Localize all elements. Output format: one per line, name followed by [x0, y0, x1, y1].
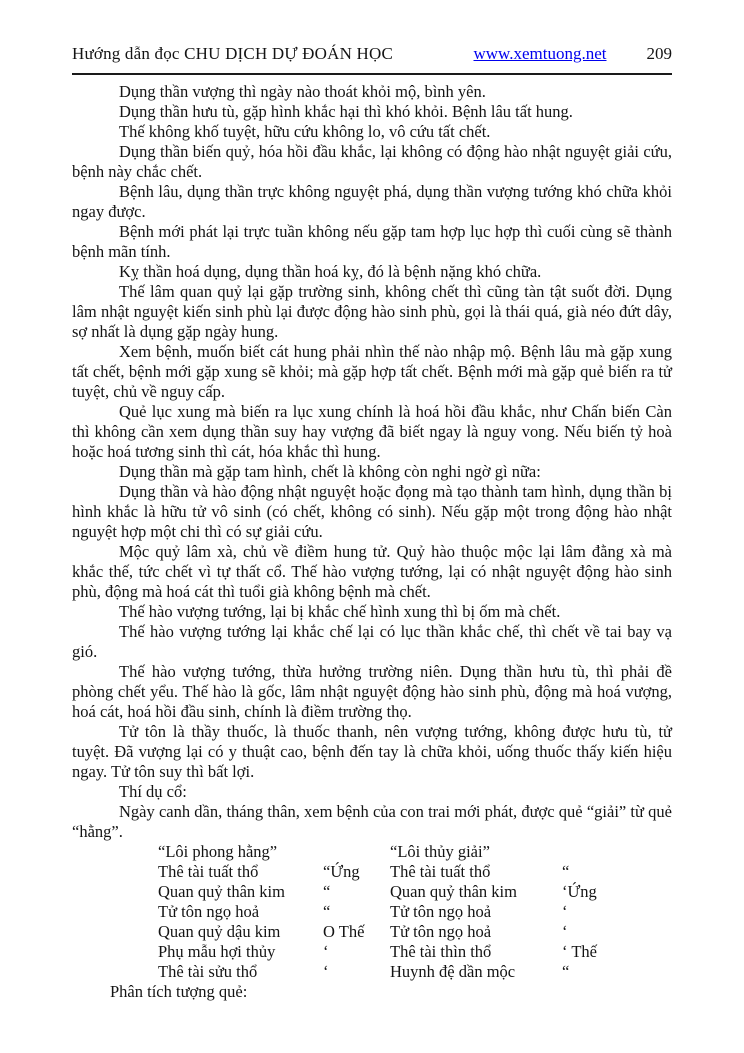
- line-label: Thê tài thìn thổ: [390, 942, 492, 961]
- page-number: 209: [646, 44, 672, 63]
- body-paragraph: Thế lâm quan quỷ lại gặp trường sinh, không chết thì cũng tàn tật suốt đời. Dụng lâm nhật nguyệt kiến sinh phù lại được động hào sinh phù, gọi là thái quá, già néo đứt dây, sợ nhất là dụng gặp ngày hung.: [72, 282, 672, 341]
- line-mark: “: [323, 902, 331, 921]
- line-label: Quan quỷ thân kim: [390, 882, 517, 901]
- body-paragraph: Dụng thần hưu tù, gặp hình khắc hại thì khó khỏi. Bệnh lâu tất hung.: [119, 102, 573, 121]
- line-mark: “: [562, 962, 570, 981]
- website-link[interactable]: www.xemtuong.net: [473, 44, 607, 63]
- body-paragraph: Tử tôn là thầy thuốc, là thuốc thanh, nên vượng tướng, không được hưu tù, tử tuyệt. Đã vượng lại có y thuật cao, bệnh đến tay là chữa khỏi, uống thuốc thấy kiến hiệu ngay. Tử tôn suy thì bất lợi.: [72, 722, 672, 781]
- body-paragraph: Thế hào vượng tướng lại khắc chế lại có lục thần khắc chế, thì chết về tai bay vạ gió.: [72, 622, 672, 661]
- closing-line: Phân tích tượng quẻ:: [110, 982, 248, 1001]
- body-paragraph: Kỵ thần hoá dụng, dụng thần hoá kỵ, đó là bệnh nặng khó chữa.: [119, 262, 542, 281]
- line-label: Quan quỷ thân kim: [158, 882, 285, 901]
- line-mark: O Thế: [323, 922, 365, 941]
- body-paragraph: Bệnh lâu, dụng thần trực không nguyệt phá, dụng thần vượng tướng khó chữa khỏi ngay được.: [72, 182, 672, 221]
- hexagram-row: [158, 922, 672, 942]
- body-paragraph: Dụng thần vượng thì ngày nào thoát khỏi mộ, bình yên.: [119, 82, 486, 101]
- hexagram-titles: [158, 842, 672, 862]
- line-mark: “: [323, 882, 331, 901]
- hexagram-left-title: “Lôi phong hằng”: [158, 842, 278, 861]
- body-paragraph: Ngày canh dần, tháng thân, xem bệnh của con trai mới phát, được quẻ “giải” từ quẻ “hằng”.: [72, 802, 672, 841]
- line-mark: ‘ Thế: [562, 942, 597, 961]
- body-paragraph: Bệnh mới phát lại trực tuần không nếu gặp tam hợp lục hợp thì cuối cùng sẽ thành bệnh mãn tính.: [72, 222, 672, 261]
- line-label: Tử tôn ngọ hoả: [390, 902, 492, 921]
- line-mark: ‘: [562, 922, 568, 941]
- line-label: Thê tài tuất thổ: [158, 862, 259, 881]
- line-label: Tử tôn ngọ hoả: [158, 902, 260, 921]
- body-paragraph: Xem bệnh, muốn biết cát hung phải nhìn thế nào nhập mộ. Bệnh lâu mà gặp xung tất chết, bệnh mới gặp xung sẽ khỏi; mà gặp hợp tất chết. Bệnh mới mà gặp quẻ biến ra tử tuyệt, chủ về nguy cấp.: [72, 342, 672, 401]
- page-header: [72, 0, 672, 64]
- hexagram-row: [158, 902, 672, 922]
- body-paragraph: Thí dụ cổ:: [119, 782, 187, 801]
- body-paragraph: Dụng thần biến quỷ, hóa hồi đầu khắc, lại không có động hào nhật nguyệt giải cứu, bệnh này chắc chết.: [72, 142, 672, 181]
- line-label: Huynh đệ dần mộc: [390, 962, 516, 981]
- line-mark: ‘: [323, 942, 329, 961]
- hexagram-row: [158, 862, 672, 882]
- hexagram-row: [158, 882, 672, 902]
- line-label: Thê tài sửu thổ: [158, 962, 258, 981]
- hexagram-comparison: [158, 842, 672, 982]
- line-label: Quan quỷ dậu kim: [158, 922, 281, 941]
- hexagram-row: [158, 942, 672, 962]
- page-title: Hướng dẫn đọc CHU DỊCH DỰ ĐOÁN HỌC: [72, 44, 394, 63]
- line-mark: ‘Ứng: [562, 882, 597, 901]
- body-paragraph: Dụng thần mà gặp tam hình, chết là không còn nghi ngờ gì nữa:: [119, 462, 541, 481]
- hexagram-row: [158, 962, 672, 982]
- body-paragraph: Thế hào vượng tướng, thừa hưởng trường niên. Dụng thần hưu tù, thì phải đề phòng chết yểu. Thế hào là gốc, lâm nhật nguyệt động hào sinh phù, động mà hoá vượng, hoá cát, hoá hồi đầu sinh, chính là điềm trường thọ.: [72, 662, 672, 721]
- line-label: Tử tôn ngọ hoả: [390, 922, 492, 941]
- header-divider: [72, 73, 672, 75]
- line-mark: “Ứng: [323, 862, 360, 881]
- line-label: Phụ mẫu hợi thủy: [158, 942, 276, 961]
- body-paragraph: Dụng thần và hào động nhật nguyệt hoặc đọng mà tạo thành tam hình, dụng thần bị hình khắc là hữu tử vô sinh (có chết, không có sinh). Nếu gặp một trong động hào nhật nguyệt hợp một chi thì có sự giải cứu.: [72, 482, 672, 541]
- body-paragraph: Thế hào vượng tướng, lại bị khắc chế hình xung thì bị ốm mà chết.: [119, 602, 561, 621]
- hexagram-right-title: “Lôi thủy giải”: [390, 842, 490, 861]
- body-text: [72, 82, 672, 842]
- body-paragraph: Thế không khố tuyệt, hữu cứu không lo, vô cứu tất chết.: [119, 122, 491, 141]
- line-mark: ‘: [323, 962, 329, 981]
- body-paragraph: Quẻ lục xung mà biến ra lục xung chính là hoá hồi đầu khắc, như Chấn biến Càn thì không cần xem dụng thần suy hay vượng đã biết ngay là nguy vong. Nếu biến tỷ hoà hoặc hoá tương sinh thì cát, hóa khắc thì hung.: [72, 402, 672, 461]
- line-mark: “: [562, 862, 570, 881]
- line-label: Thê tài tuất thổ: [390, 862, 491, 881]
- line-mark: ‘: [562, 902, 568, 921]
- body-paragraph: Mộc quỷ lâm xà, chủ về điềm hung tử. Quỷ hào thuộc mộc lại lâm đằng xà mà khắc thế, tức chết vì tự thất cổ. Thế hào vượng tướng, lại có nhật nguyệt động hào sinh phù, động mà hoá cát thì tuổi già không bệnh mà chết.: [72, 542, 672, 601]
